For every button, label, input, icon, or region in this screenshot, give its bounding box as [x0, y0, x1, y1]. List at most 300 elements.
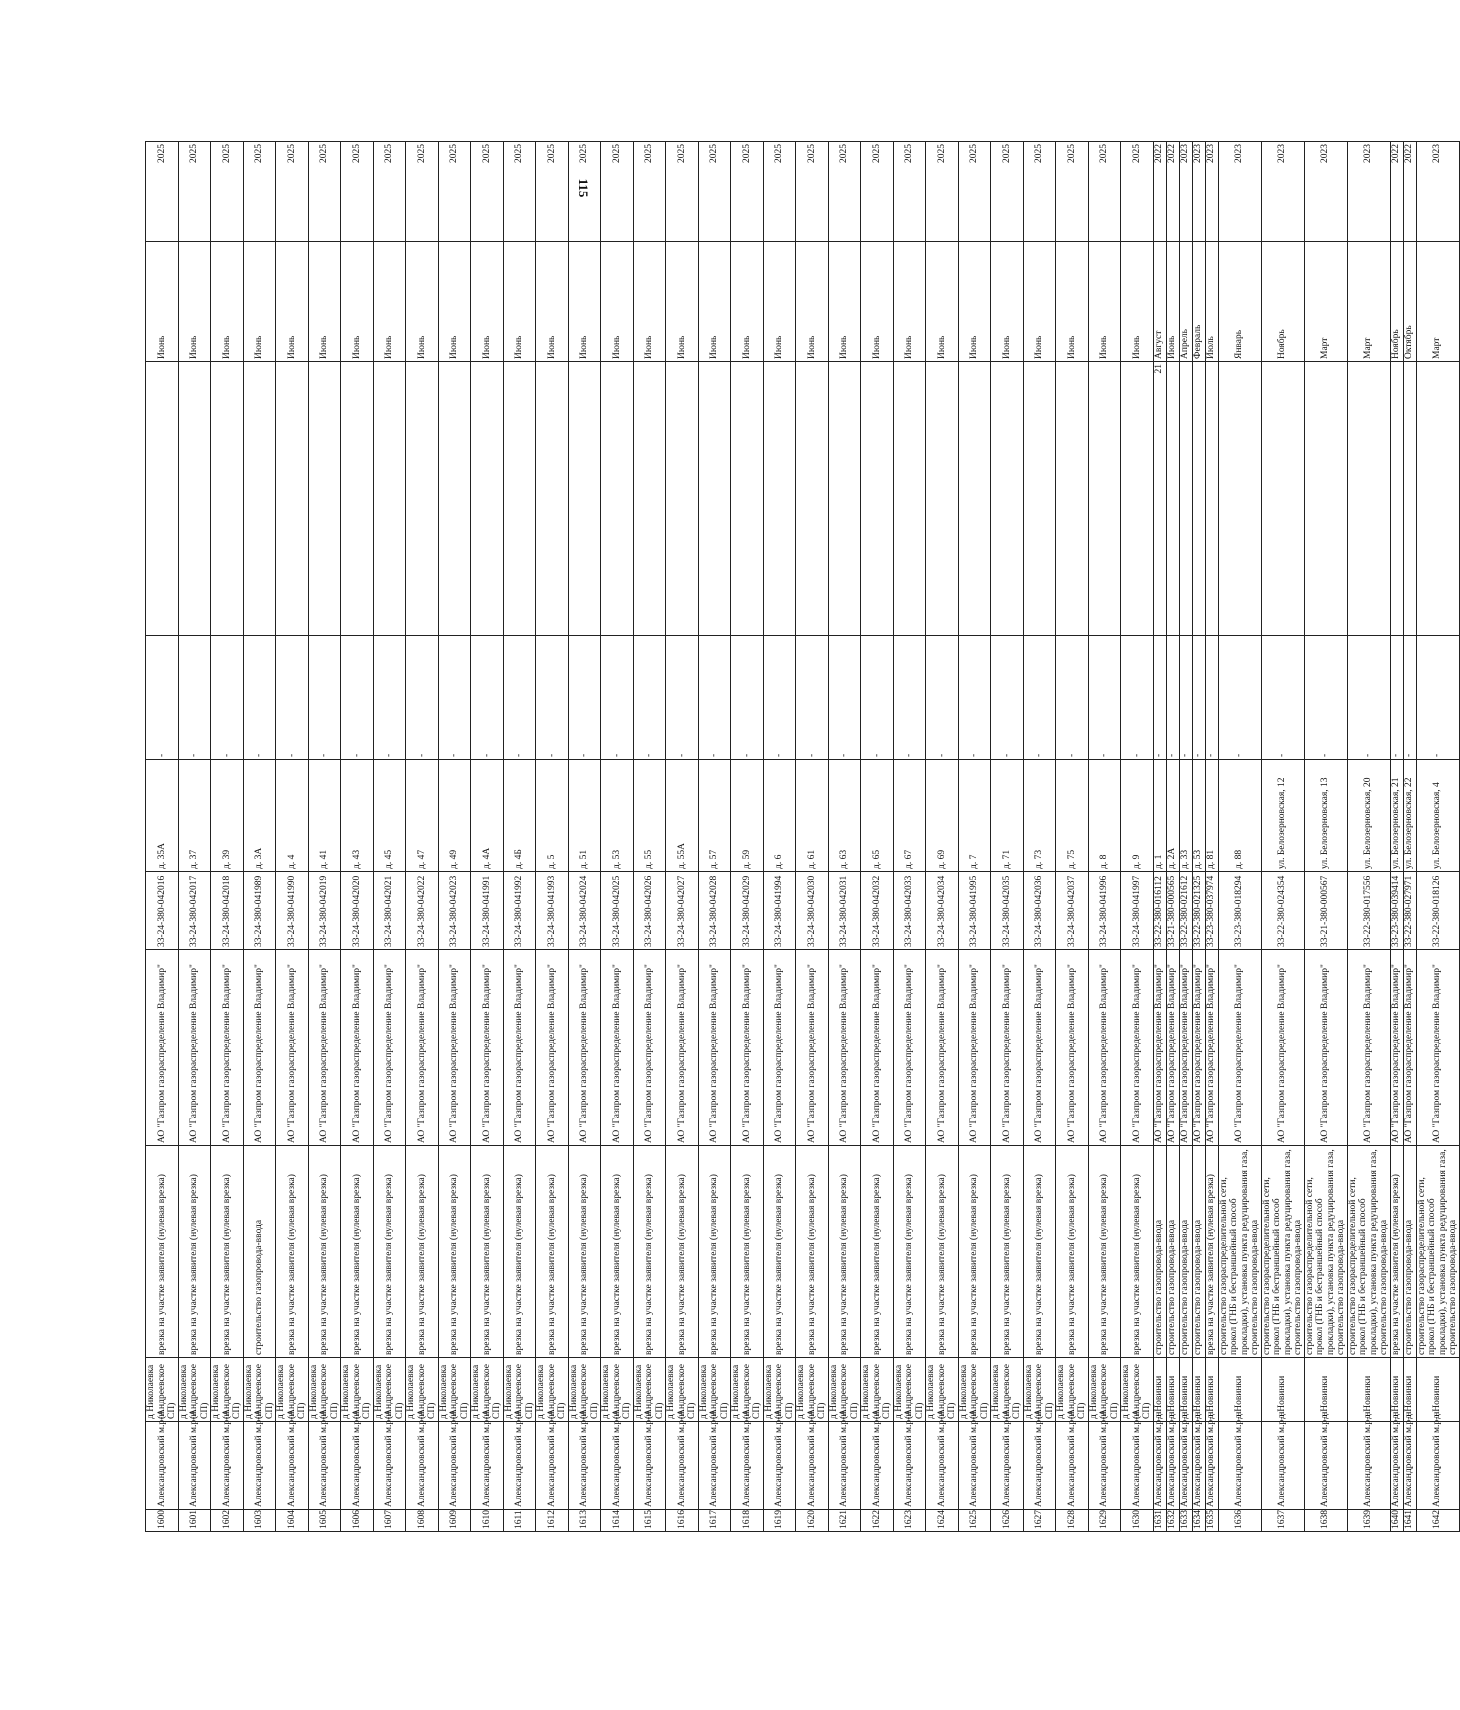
work-type-cell: строительство газораспределительной сети, прокол (ГНБ и бестраншейный способ прокладки), установка пункта редуцирования газа, строительство газопровода-ввода — [1261, 1146, 1304, 1358]
settlement-cell: д Новинки — [1347, 1358, 1390, 1422]
extra-value-cell — [1192, 362, 1205, 636]
row-number: 1640 — [1390, 1510, 1403, 1532]
row-number: 1608 — [406, 1510, 439, 1532]
status-dash-cell: - — [211, 636, 244, 760]
table-row — [698, 142, 731, 1532]
work-type-cell: врезка на участке заявителя (нулевая врезка) — [1205, 1146, 1218, 1358]
table-row — [1390, 142, 1403, 1532]
organization-cell: АО "Газпром газораспределение Владимир" — [926, 950, 959, 1146]
organization-cell: АО "Газпром газораспределение Владимир" — [308, 950, 341, 1146]
cadastre-number-cell: 33-24-380-041991 — [471, 872, 504, 950]
work-type-cell: врезка на участке заявителя (нулевая врезка) — [146, 1146, 179, 1358]
year-cell: 2025 — [1088, 142, 1121, 242]
row-number: 1611 — [503, 1510, 536, 1532]
table-row — [471, 142, 504, 1532]
month-cell: Июнь — [308, 242, 341, 362]
month-cell: Июнь — [178, 242, 211, 362]
organization-cell: АО "Газпром газораспределение Владимир" — [1166, 950, 1179, 1146]
status-dash-cell: - — [633, 636, 666, 760]
cadastre-number-cell: 33-24-380-041996 — [1088, 872, 1121, 950]
month-cell: Март — [1416, 242, 1459, 362]
month-cell: Июль — [1205, 242, 1218, 362]
work-type-cell: врезка на участке заявителя (нулевая врезка) — [991, 1146, 1024, 1358]
year-cell: 2025 — [861, 142, 894, 242]
district-cell: Александровский м.р-н — [1023, 1422, 1056, 1510]
address-cell: д. 65 — [861, 760, 894, 872]
month-cell: Июнь — [731, 242, 764, 362]
table-row — [503, 142, 536, 1532]
table-row — [1192, 142, 1205, 1532]
year-cell: 2025 — [828, 142, 861, 242]
month-cell: Ноябрь — [1390, 242, 1403, 362]
work-type-cell: строительство газопровода-ввода — [1403, 1146, 1416, 1358]
row-number: 1639 — [1347, 1510, 1390, 1532]
address-cell: д. 53 — [1192, 760, 1205, 872]
extra-value-cell — [1390, 362, 1403, 636]
extra-value-cell — [666, 362, 699, 636]
settlement-cell: д Новинки — [1416, 1358, 1459, 1422]
work-type-cell: врезка на участке заявителя (нулевая врезка) — [893, 1146, 926, 1358]
month-cell: Апрель — [1179, 242, 1192, 362]
row-number: 1618 — [731, 1510, 764, 1532]
row-number: 1636 — [1218, 1510, 1261, 1532]
district-cell: Александровский м.р-н — [536, 1422, 569, 1510]
row-number: 1612 — [536, 1510, 569, 1532]
status-dash-cell: - — [178, 636, 211, 760]
work-type-cell: врезка на участке заявителя (нулевая врезка) — [308, 1146, 341, 1358]
status-dash-cell: - — [1192, 636, 1205, 760]
cadastre-number-cell: 33-24-380-041992 — [503, 872, 536, 950]
cadastre-number-cell: 33-24-380-042034 — [926, 872, 959, 950]
status-dash-cell: - — [763, 636, 796, 760]
year-cell: 2025 — [373, 142, 406, 242]
extra-value-cell — [536, 362, 569, 636]
year-cell: 2025 — [568, 142, 601, 242]
gas-connection-table — [145, 141, 1460, 1532]
work-type-cell: врезка на участке заявителя (нулевая врезка) — [1121, 1146, 1154, 1358]
district-cell: Александровский м.р-н — [146, 1422, 179, 1510]
year-cell: 2022 — [1403, 142, 1416, 242]
district-cell: Александровский м.р-н — [828, 1422, 861, 1510]
table-row — [146, 142, 179, 1532]
organization-cell: АО "Газпром газораспределение Владимир" — [536, 950, 569, 1146]
organization-cell: АО "Газпром газораспределение Владимир" — [1088, 950, 1121, 1146]
extra-value-cell — [1347, 362, 1390, 636]
address-cell: д. 5 — [536, 760, 569, 872]
year-cell: 2025 — [438, 142, 471, 242]
district-cell: Александровский м.р-н — [1304, 1422, 1347, 1510]
address-cell: ул. Белозерновская, 4 — [1416, 760, 1459, 872]
cadastre-number-cell: 33-23-380-018294 — [1218, 872, 1261, 950]
work-type-cell: врезка на участке заявителя (нулевая врезка) — [178, 1146, 211, 1358]
address-cell: ул. Белозерновская, 21 — [1390, 760, 1403, 872]
year-cell: 2025 — [1121, 142, 1154, 242]
row-number: 1629 — [1088, 1510, 1121, 1532]
district-cell: Александровский м.р-н — [373, 1422, 406, 1510]
status-dash-cell: - — [796, 636, 829, 760]
row-number: 1614 — [601, 1510, 634, 1532]
status-dash-cell: - — [991, 636, 1024, 760]
organization-cell: АО "Газпром газораспределение Владимир" — [146, 950, 179, 1146]
extra-value-cell — [1056, 362, 1089, 636]
organization-cell: АО "Газпром газораспределение Владимир" — [503, 950, 536, 1146]
month-cell: Июнь — [893, 242, 926, 362]
year-cell: 2025 — [1056, 142, 1089, 242]
month-cell: Февраль — [1192, 242, 1205, 362]
work-type-cell: врезка на участке заявителя (нулевая врезка) — [536, 1146, 569, 1358]
district-cell: Александровский м.р-н — [958, 1422, 991, 1510]
cadastre-number-cell: 33-24-380-042016 — [146, 872, 179, 950]
cadastre-number-cell: 33-24-380-042017 — [178, 872, 211, 950]
extra-value-cell — [568, 362, 601, 636]
organization-cell: АО "Газпром газораспределение Владимир" — [341, 950, 374, 1146]
extra-value-cell — [958, 362, 991, 636]
work-type-cell: строительство газопровода-ввода — [1179, 1146, 1192, 1358]
table-row — [893, 142, 926, 1532]
work-type-cell: врезка на участке заявителя (нулевая врезка) — [666, 1146, 699, 1358]
table-row — [991, 142, 1024, 1532]
settlement-cell: д Николаевка (Андреевское СП) — [471, 1358, 504, 1422]
district-cell: Александровский м.р-н — [1205, 1422, 1218, 1510]
cadastre-number-cell: 33-24-380-041995 — [958, 872, 991, 950]
address-cell: д. 71 — [991, 760, 1024, 872]
table-row — [1403, 142, 1416, 1532]
extra-value-cell — [861, 362, 894, 636]
settlement-cell: д Николаевка (Андреевское СП) — [763, 1358, 796, 1422]
year-cell: 2025 — [471, 142, 504, 242]
settlement-cell: д Николаевка (Андреевское СП) — [1088, 1358, 1121, 1422]
settlement-cell: д Николаевка (Андреевское СП) — [373, 1358, 406, 1422]
address-cell: д. 69 — [926, 760, 959, 872]
cadastre-number-cell: 33-22-380-018126 — [1416, 872, 1459, 950]
year-cell: 2025 — [958, 142, 991, 242]
year-cell: 2025 — [666, 142, 699, 242]
settlement-cell: д Николаевка (Андреевское СП) — [633, 1358, 666, 1422]
organization-cell: АО "Газпром газораспределение Владимир" — [1304, 950, 1347, 1146]
settlement-cell: д Новинки — [1205, 1358, 1218, 1422]
extra-value-cell — [926, 362, 959, 636]
district-cell: Александровский м.р-н — [1403, 1422, 1416, 1510]
month-cell: Июнь — [633, 242, 666, 362]
address-cell: д. 9 — [1121, 760, 1154, 872]
year-cell: 2025 — [926, 142, 959, 242]
table-row — [1261, 142, 1304, 1532]
month-cell: Июнь — [958, 242, 991, 362]
cadastre-number-cell: 33-24-380-042030 — [796, 872, 829, 950]
address-cell: д. 63 — [828, 760, 861, 872]
year-cell: 2025 — [146, 142, 179, 242]
row-number: 1633 — [1179, 1510, 1192, 1532]
cadastre-number-cell: 33-24-380-041989 — [243, 872, 276, 950]
district-cell: Александровский м.р-н — [276, 1422, 309, 1510]
month-cell: Июнь — [828, 242, 861, 362]
organization-cell: АО "Газпром газораспределение Владимир" — [1023, 950, 1056, 1146]
table-row — [1304, 142, 1347, 1532]
district-cell: Александровский м.р-н — [243, 1422, 276, 1510]
extra-value-cell — [503, 362, 536, 636]
row-number: 1602 — [211, 1510, 244, 1532]
work-type-cell: врезка на участке заявителя (нулевая врезка) — [211, 1146, 244, 1358]
year-cell: 2025 — [633, 142, 666, 242]
work-type-cell: врезка на участке заявителя (нулевая врезка) — [861, 1146, 894, 1358]
table-row — [438, 142, 471, 1532]
extra-value-cell — [1403, 362, 1416, 636]
status-dash-cell: - — [926, 636, 959, 760]
settlement-cell: д Николаевка (Андреевское СП) — [893, 1358, 926, 1422]
month-cell: Июнь — [861, 242, 894, 362]
status-dash-cell: - — [308, 636, 341, 760]
extra-value-cell — [308, 362, 341, 636]
table-row — [276, 142, 309, 1532]
district-cell: Александровский м.р-н — [991, 1422, 1024, 1510]
address-cell: д. 4 — [276, 760, 309, 872]
address-cell: д. 4А — [471, 760, 504, 872]
table-row — [1023, 142, 1056, 1532]
row-number: 1626 — [991, 1510, 1024, 1532]
settlement-cell: д Николаевка (Андреевское СП) — [341, 1358, 374, 1422]
month-cell: Март — [1304, 242, 1347, 362]
extra-value-cell — [146, 362, 179, 636]
cadastre-number-cell: 33-24-380-042021 — [373, 872, 406, 950]
extra-value-cell — [633, 362, 666, 636]
address-cell: д. 59 — [731, 760, 764, 872]
address-cell: д. 1 — [1153, 760, 1166, 872]
district-cell: Александровский м.р-н — [1192, 1422, 1205, 1510]
table-row — [341, 142, 374, 1532]
work-type-cell: врезка на участке заявителя (нулевая врезка) — [471, 1146, 504, 1358]
settlement-cell: д Николаевка (Андреевское СП) — [438, 1358, 471, 1422]
row-number: 1600 — [146, 1510, 179, 1532]
cadastre-number-cell: 33-22-380-016112 — [1153, 872, 1166, 950]
work-type-cell: врезка на участке заявителя (нулевая врезка) — [763, 1146, 796, 1358]
settlement-cell: д Николаевка (Андреевское СП) — [243, 1358, 276, 1422]
year-cell: 2022 — [1390, 142, 1403, 242]
district-cell: Александровский м.р-н — [1347, 1422, 1390, 1510]
extra-value-cell — [471, 362, 504, 636]
address-cell: д. 3А — [243, 760, 276, 872]
cadastre-number-cell: 33-24-380-042022 — [406, 872, 439, 950]
cadastre-number-cell: 33-24-380-042032 — [861, 872, 894, 950]
row-number: 1605 — [308, 1510, 341, 1532]
month-cell: Октябрь — [1403, 242, 1416, 362]
extra-value-cell — [1088, 362, 1121, 636]
cadastre-number-cell: 33-23-380-039414 — [1390, 872, 1403, 950]
month-cell: Июнь — [406, 242, 439, 362]
status-dash-cell: - — [503, 636, 536, 760]
organization-cell: АО "Газпром газораспределение Владимир" — [1390, 950, 1403, 1146]
table-row — [178, 142, 211, 1532]
year-cell: 2023 — [1416, 142, 1459, 242]
settlement-cell: д Николаевка (Андреевское СП) — [1121, 1358, 1154, 1422]
extra-value-cell — [406, 362, 439, 636]
status-dash-cell: - — [1304, 636, 1347, 760]
organization-cell: АО "Газпром газораспределение Владимир" — [211, 950, 244, 1146]
row-number: 1625 — [958, 1510, 991, 1532]
settlement-cell: д Новинки — [1179, 1358, 1192, 1422]
work-type-cell: врезка на участке заявителя (нулевая врезка) — [601, 1146, 634, 1358]
district-cell: Александровский м.р-н — [763, 1422, 796, 1510]
settlement-cell: д Николаевка (Андреевское СП) — [828, 1358, 861, 1422]
year-cell: 2025 — [243, 142, 276, 242]
month-cell: Июнь — [276, 242, 309, 362]
year-cell: 2023 — [1205, 142, 1218, 242]
address-cell: д. 57 — [698, 760, 731, 872]
extra-value-cell — [1304, 362, 1347, 636]
organization-cell: АО "Газпром газораспределение Владимир" — [373, 950, 406, 1146]
table-row — [1205, 142, 1218, 1532]
address-cell: д. 43 — [341, 760, 374, 872]
table-row — [763, 142, 796, 1532]
settlement-cell: д Николаевка (Андреевское СП) — [796, 1358, 829, 1422]
work-type-cell: врезка на участке заявителя (нулевая врезка) — [958, 1146, 991, 1358]
address-cell: д. 39 — [211, 760, 244, 872]
year-cell: 2025 — [893, 142, 926, 242]
district-cell: Александровский м.р-н — [568, 1422, 601, 1510]
settlement-cell: д Николаевка (Андреевское СП) — [211, 1358, 244, 1422]
table-row — [861, 142, 894, 1532]
month-cell: Июнь — [698, 242, 731, 362]
address-cell: д. 73 — [1023, 760, 1056, 872]
settlement-cell: д Николаевка (Андреевское СП) — [991, 1358, 1024, 1422]
organization-cell: АО "Газпром газораспределение Владимир" — [1261, 950, 1304, 1146]
status-dash-cell: - — [1056, 636, 1089, 760]
year-cell: 2025 — [211, 142, 244, 242]
work-type-cell: врезка на участке заявителя (нулевая врезка) — [568, 1146, 601, 1358]
extra-value-cell — [991, 362, 1024, 636]
settlement-cell: д Николаевка (Андреевское СП) — [666, 1358, 699, 1422]
cadastre-number-cell: 33-24-380-041990 — [276, 872, 309, 950]
organization-cell: АО "Газпром газораспределение Владимир" — [666, 950, 699, 1146]
month-cell: Июнь — [991, 242, 1024, 362]
address-cell: д. 4Б — [503, 760, 536, 872]
address-cell: д. 49 — [438, 760, 471, 872]
year-cell: 2025 — [536, 142, 569, 242]
extra-value-cell — [1023, 362, 1056, 636]
district-cell: Александровский м.р-н — [731, 1422, 764, 1510]
address-cell: д. 51 — [568, 760, 601, 872]
cadastre-number-cell: 33-24-380-042018 — [211, 872, 244, 950]
table-row — [828, 142, 861, 1532]
district-cell: Александровский м.р-н — [438, 1422, 471, 1510]
status-dash-cell: - — [536, 636, 569, 760]
cadastre-number-cell: 33-24-380-041994 — [763, 872, 796, 950]
status-dash-cell: - — [146, 636, 179, 760]
work-type-cell: врезка на участке заявителя (нулевая врезка) — [828, 1146, 861, 1358]
year-cell: 2022 — [1166, 142, 1179, 242]
settlement-cell: д Николаевка (Андреевское СП) — [503, 1358, 536, 1422]
organization-cell: АО "Газпром газораспределение Владимир" — [568, 950, 601, 1146]
status-dash-cell: - — [438, 636, 471, 760]
extra-value-cell — [341, 362, 374, 636]
month-cell: Январь — [1218, 242, 1261, 362]
organization-cell: АО "Газпром газораспределение Владимир" — [1347, 950, 1390, 1146]
cadastre-number-cell: 33-24-380-042027 — [666, 872, 699, 950]
district-cell: Александровский м.р-н — [666, 1422, 699, 1510]
status-dash-cell: - — [568, 636, 601, 760]
extra-value-cell — [893, 362, 926, 636]
table-row — [373, 142, 406, 1532]
work-type-cell: строительство газопровода-ввода — [1153, 1146, 1166, 1358]
settlement-cell: д Новинки — [1218, 1358, 1261, 1422]
month-cell: Июнь — [341, 242, 374, 362]
work-type-cell: врезка на участке заявителя (нулевая врезка) — [1023, 1146, 1056, 1358]
status-dash-cell: - — [666, 636, 699, 760]
year-cell: 2022 — [1153, 142, 1166, 242]
cadastre-number-cell: 33-22-380-021325 — [1192, 872, 1205, 950]
organization-cell: АО "Газпром газораспределение Владимир" — [633, 950, 666, 1146]
district-cell: Александровский м.р-н — [1153, 1422, 1166, 1510]
row-number: 1635 — [1205, 1510, 1218, 1532]
extra-value-cell — [828, 362, 861, 636]
status-dash-cell: - — [1179, 636, 1192, 760]
row-number: 1615 — [633, 1510, 666, 1532]
address-cell: д. 33 — [1179, 760, 1192, 872]
organization-cell: АО "Газпром газораспределение Владимир" — [406, 950, 439, 1146]
cadastre-number-cell: 33-24-380-042020 — [341, 872, 374, 950]
row-number: 1624 — [926, 1510, 959, 1532]
month-cell: Июнь — [926, 242, 959, 362]
cadastre-number-cell: 33-24-380-042024 — [568, 872, 601, 950]
settlement-cell: д Николаевка (Андреевское СП) — [146, 1358, 179, 1422]
status-dash-cell: - — [1218, 636, 1261, 760]
settlement-cell: д Новинки — [1390, 1358, 1403, 1422]
cadastre-number-cell: 33-24-380-041997 — [1121, 872, 1154, 950]
address-cell: д. 7 — [958, 760, 991, 872]
cadastre-number-cell: 33-23-380-037974 — [1205, 872, 1218, 950]
district-cell: Александровский м.р-н — [1218, 1422, 1261, 1510]
month-cell: Июнь — [1088, 242, 1121, 362]
table-row — [666, 142, 699, 1532]
month-cell: Июнь — [1023, 242, 1056, 362]
extra-value-cell — [1121, 362, 1154, 636]
row-number: 1622 — [861, 1510, 894, 1532]
extra-value-cell — [243, 362, 276, 636]
month-cell: Июнь — [211, 242, 244, 362]
settlement-cell: д Новинки — [1153, 1358, 1166, 1422]
district-cell: Александровский м.р-н — [341, 1422, 374, 1510]
address-cell: д. 6 — [763, 760, 796, 872]
cadastre-number-cell: 33-24-380-042033 — [893, 872, 926, 950]
address-cell: д. 67 — [893, 760, 926, 872]
status-dash-cell: - — [1347, 636, 1390, 760]
month-cell: Июнь — [146, 242, 179, 362]
year-cell: 2025 — [341, 142, 374, 242]
cadastre-number-cell: 33-21-380-000567 — [1304, 872, 1347, 950]
district-cell: Александровский м.р-н — [471, 1422, 504, 1510]
address-cell: д. 47 — [406, 760, 439, 872]
address-cell: ул. Белозерновская, 20 — [1347, 760, 1390, 872]
row-number: 1627 — [1023, 1510, 1056, 1532]
work-type-cell: врезка на участке заявителя (нулевая врезка) — [503, 1146, 536, 1358]
row-number: 1642 — [1416, 1510, 1459, 1532]
table-row — [633, 142, 666, 1532]
table-row — [601, 142, 634, 1532]
year-cell: 2023 — [1218, 142, 1261, 242]
work-type-cell: строительство газораспределительной сети, прокол (ГНБ и бестраншейный способ прокладки), установка пункта редуцирования газа, строительство газопровода-ввода — [1347, 1146, 1390, 1358]
work-type-cell: строительство газопровода-ввода — [1166, 1146, 1179, 1358]
organization-cell: АО "Газпром газораспределение Владимир" — [276, 950, 309, 1146]
row-number: 1619 — [763, 1510, 796, 1532]
month-cell: Июнь — [796, 242, 829, 362]
district-cell: Александровский м.р-н — [1056, 1422, 1089, 1510]
table-row — [796, 142, 829, 1532]
year-cell: 2023 — [1304, 142, 1347, 242]
cadastre-number-cell: 33-24-380-042028 — [698, 872, 731, 950]
row-number: 1621 — [828, 1510, 861, 1532]
row-number: 1620 — [796, 1510, 829, 1532]
organization-cell: АО "Газпром газораспределение Владимир" — [1153, 950, 1166, 1146]
work-type-cell: врезка на участке заявителя (нулевая врезка) — [276, 1146, 309, 1358]
